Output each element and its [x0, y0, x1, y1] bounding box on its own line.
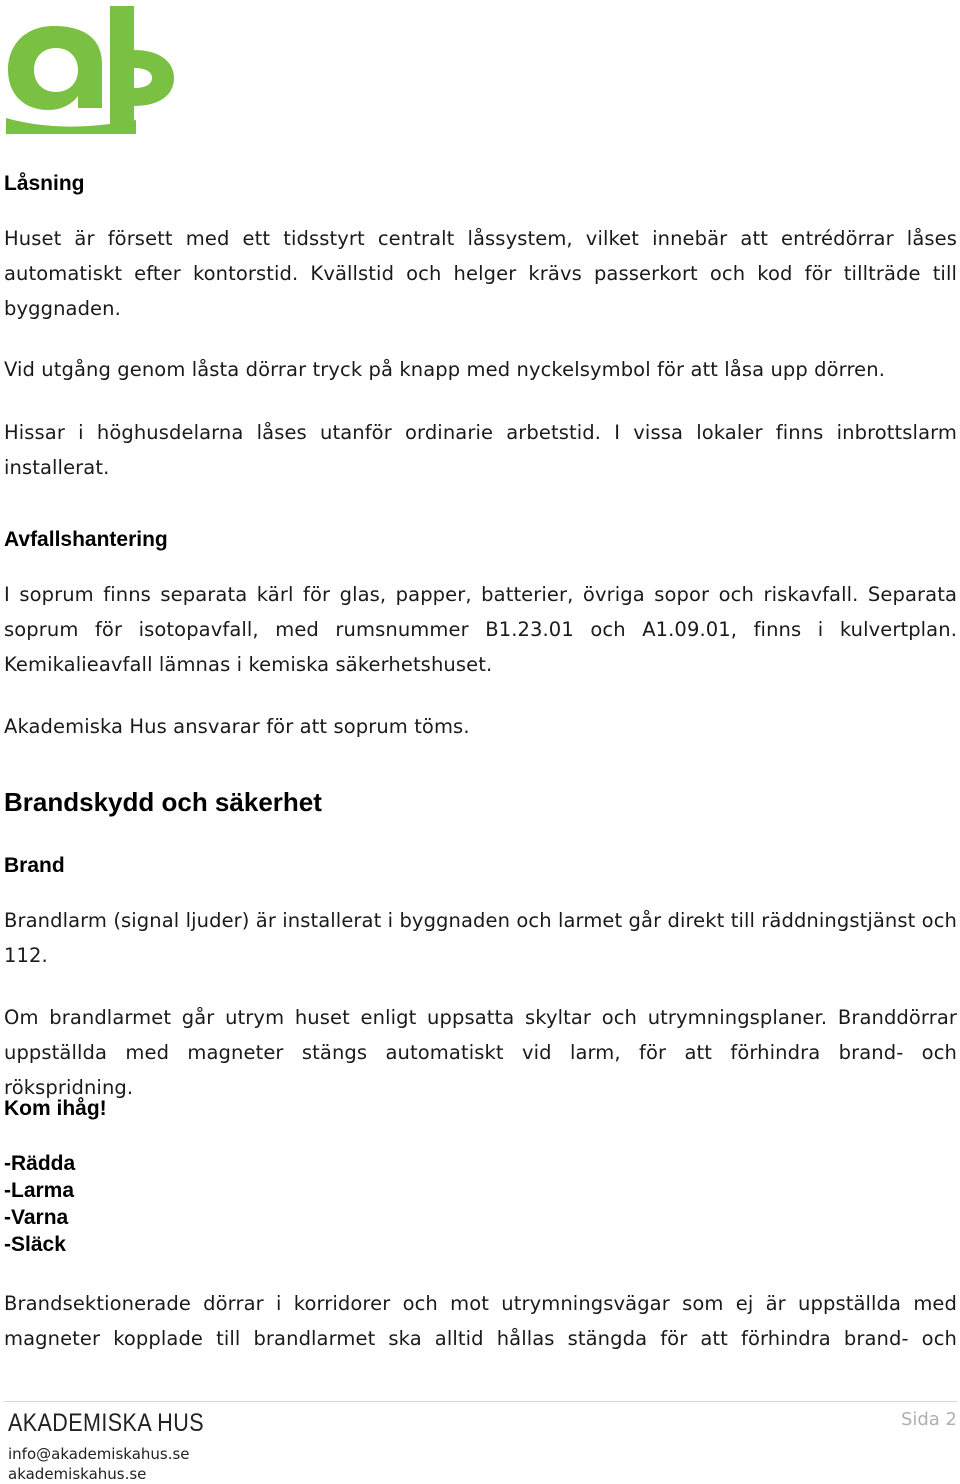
paragraph-avfall-2: Akademiska Hus ansvarar för att soprum töms.: [4, 715, 470, 738]
fire-step-item: -Larma: [4, 1179, 75, 1202]
akademiska-hus-logo: [2, 2, 174, 134]
paragraph-lasning-2: Vid utgång genom låsta dörrar tryck på knapp med nyckelsymbol för att låsa upp dörren.: [4, 358, 885, 381]
paragraph-brand-2: Om brandlarmet går utrym huset enligt uppsatta skyltar och utrymningsplaner. Branddörrar uppställda med magneter stängs automatiskt vid larm, för att förhindra brand- och rökspridning.: [4, 1006, 957, 1099]
paragraph-lasning-3: Hissar i höghusdelarna låses utanför ordinarie arbetstid. I vissa lokaler finns inbrottslarm installerat.: [4, 421, 957, 479]
paragraph-brand-1: Brandlarm (signal ljuder) är installerat i byggnaden och larmet går direkt till räddningstjänst och 112.: [4, 909, 957, 967]
section-heading-avfallshantering: Avfallshantering: [4, 528, 168, 551]
footer-email-link[interactable]: info@akademiskahus.se: [8, 1445, 190, 1463]
footer-brand-name: AKADEMISKA HUS: [8, 1409, 204, 1437]
footer-divider: [4, 1401, 958, 1402]
fire-steps-list: [4, 1150, 75, 1258]
section-heading-kom-ihag: Kom ihåg!: [4, 1097, 107, 1120]
paragraph-brand-3: Brandsektionerade dörrar i korridorer och mot utrymningsvägar som ej är uppställda med magneter kopplade till brandlarmet ska alltid hållas stängda för att förhindra brand- och: [4, 1292, 957, 1350]
fire-step-item: -Släck: [4, 1233, 66, 1256]
section-heading-lasning: Låsning: [4, 172, 85, 195]
page-number: Sida 2: [900, 1409, 957, 1430]
fire-step-item: -Varna: [4, 1206, 69, 1229]
fire-step-item: -Rädda: [4, 1152, 76, 1175]
paragraph-lasning-1: Huset är försett med ett tidsstyrt centralt låssystem, vilket innebär att entrédörrar låses automatiskt efter kontorstid. Kvällstid och helger krävs passerkort och kod för tillträde till byggnaden.: [4, 227, 957, 320]
section-heading-brand: Brand: [4, 854, 65, 877]
footer-website-link[interactable]: akademiskahus.se: [8, 1465, 147, 1483]
paragraph-avfall-1: I soprum finns separata kärl för glas, papper, batterier, övriga sopor och riskavfall. Separata soprum för isotopavfall, med rumsnummer B1.23.01 och A1.09.01, finns i kulvertplan. Kemikalieavfall lämnas i kemiska säkerhetshuset.: [4, 583, 957, 676]
section-heading-brandskydd: Brandskydd och säkerhet: [4, 787, 322, 817]
